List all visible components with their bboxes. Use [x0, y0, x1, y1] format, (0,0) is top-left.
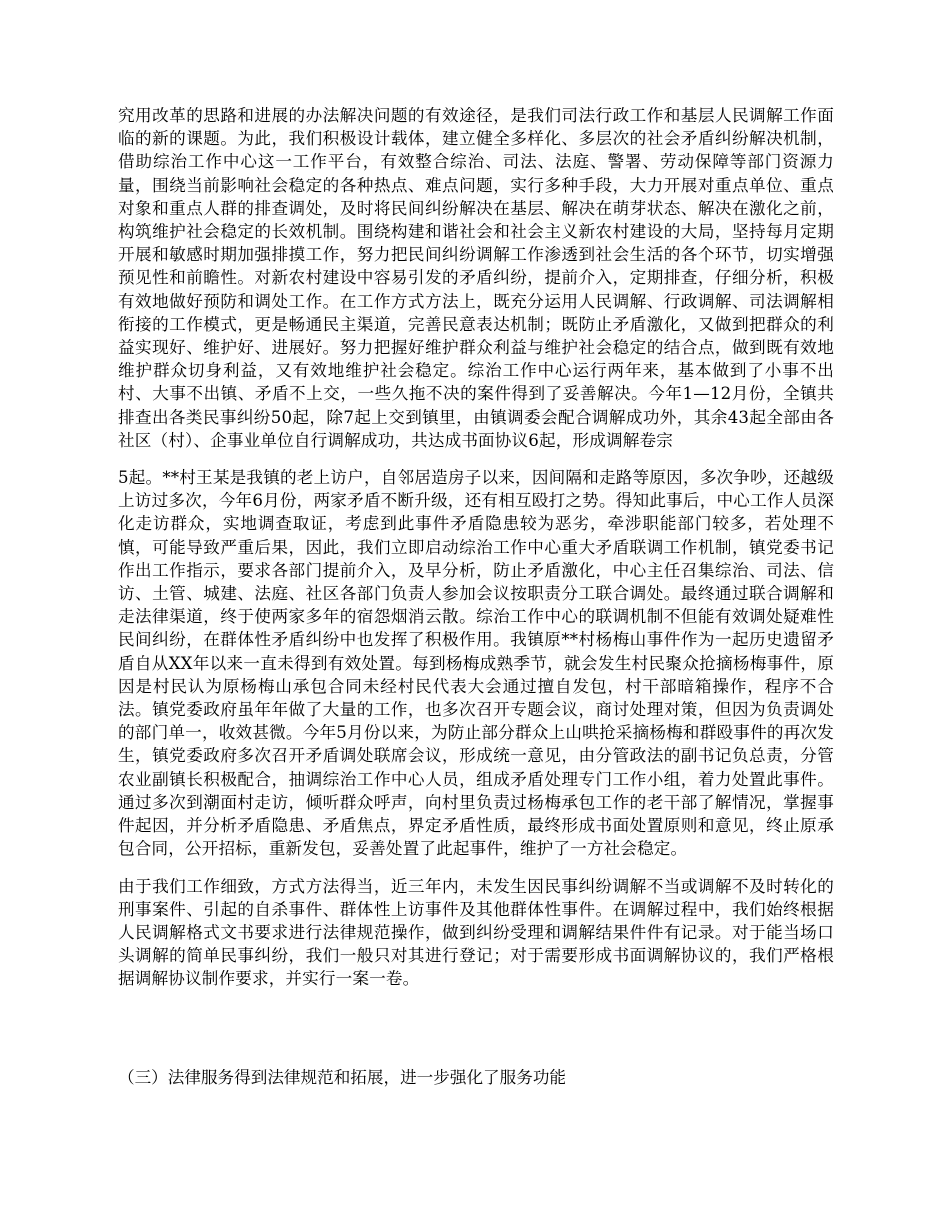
paragraph-1: 究用改革的思路和进展的办法解决问题的有效途径，是我们司法行政工作和基层人民调解工作面临的新的课题。为此，我们积极设计载体，建立健全多样化、多层次的社会矛盾纠纷解决机制，借助综治工作中心这一工作平台，有效整合综治、司法、法庭、警署、劳动保障等部门资源力量，围绕当前影响社会稳定的各种热点、难点问题，实行多种手段，大力开展对重点单位、重点对象和重点人群的排查调处，及时将民间纠纷解决在基层、解决在萌芽状态、解决在激化之前，构筑维护社会稳定的长效机制。围绕构建和谐社会和社会主义新农村建设的大局，坚持每月定期开展和敏感时期加强排摸工作，努力把民间纠纷调解工作渗透到社会生活的各个环节，切实增强预见性和前瞻性。对新农村建设中容易引发的矛盾纠纷，提前介入，定期排查，仔细分析，积极有效地做好预防和调处工作。在工作方式方法上，既充分运用人民调解、行政调解、司法调解相衔接的工作模式，更是畅通民主渠道，完善民意表达机制；既防止矛盾激化，又做到把群众的利益实现好、维护好、进展好。努力把握好维护群众利益与维护社会稳定的结合点，做到既有效地维护群众切身利益，又有效地维护社会稳定。综治工作中心运行两年来，基本做到了小事不出村、大事不出镇、矛盾不上交，一些久拖不决的案件得到了妥善解决。今年1—12月份，全镇共排查出各类民事纠纷50起，除7起上交到镇里，由镇调委会配合调解成功外，其余43起全部由各社区（村）、企事业单位自行调解成功，共达成书面协议6起，形成调解卷宗: [118, 106, 834, 450]
paragraph-3: 由于我们工作细致，方式方法得当，近三年内，未发生因民事纠纷调解不当或调解不及时转化的刑事案件、引起的自杀事件、群体性上访事件及其他群体性事件。在调解过程中，我们始终根据人民调解格式文书要求进行法律规范操作，做到纠纷受理和调解结果件件有记录。对于能当场口头调解的简单民事纠纷，我们一般只对其进行登记；对于需要形成书面调解协议的，我们严格根据调解协议制作要求，并实行一案一卷。: [118, 876, 834, 989]
paragraph-2: 5起。**村王某是我镇的老上访户，自邻居造房子以来，因间隔和走路等原因，多次争吵，还越级上访过多次，今年6月份，两家矛盾不断升级，还有相互殴打之势。得知此事后，中心工作人员深化走访群众，实地调查取证，考虑到此事件矛盾隐患较为恶劣，牵涉职能部门较多，若处理不慎，可能导致严重后果，因此，我们立即启动综治工作中心重大矛盾联调工作机制，镇党委书记作出工作指示，要求各部门提前介入，及早分析，防止矛盾激化，中心主任召集综治、司法、信访、土管、城建、法庭、社区各部门负责人参加会议按职责分工联合调处。最终通过联合调解和走法律渠道，终于使两家多年的宿怨烟消云散。综治工作中心的联调机制不但能有效调处疑难性民间纠纷，在群体性矛盾纠纷中也发挥了积极作用。我镇原**村杨梅山事件作为一起历史遗留矛盾自从XX年以来一直未得到有效处置。每到杨梅成熟季节，就会发生村民聚众抢摘杨梅事件，原因是村民认为原杨梅山承包合同未经村民代表大会通过擅自发包，村干部暗箱操作，程序不合法。镇党委政府虽年年做了大量的工作，也多次召开专题会议，商讨处理对策，但因为负责调处的部门单一，收效甚微。今年5月份以来，为防止部分群众上山哄抢采摘杨梅和群殴事件的再次发生，镇党委政府多次召开矛盾调处联席会议，形成统一意见，由分管政法的副书记负总责，分管农业副镇长积极配合，抽调综治工作中心人员，组成矛盾处理专门工作小组，着力处置此事件。通过多次到潮面村走访，倾听群众呼声，向村里负责过杨梅承包工作的老干部了解情况，掌握事件起因，并分析矛盾隐患、矛盾焦点，界定矛盾性质，最终形成书面处置原则和意见，终止原承包合同，公开招标，重新发包，妥善处置了此起事件，维护了一方社会稳定。: [118, 468, 834, 859]
section-heading: （三）法律服务得到法律规范和拓展，进一步强化了服务功能: [118, 1068, 567, 1087]
document-body: [118, 104, 834, 1005]
